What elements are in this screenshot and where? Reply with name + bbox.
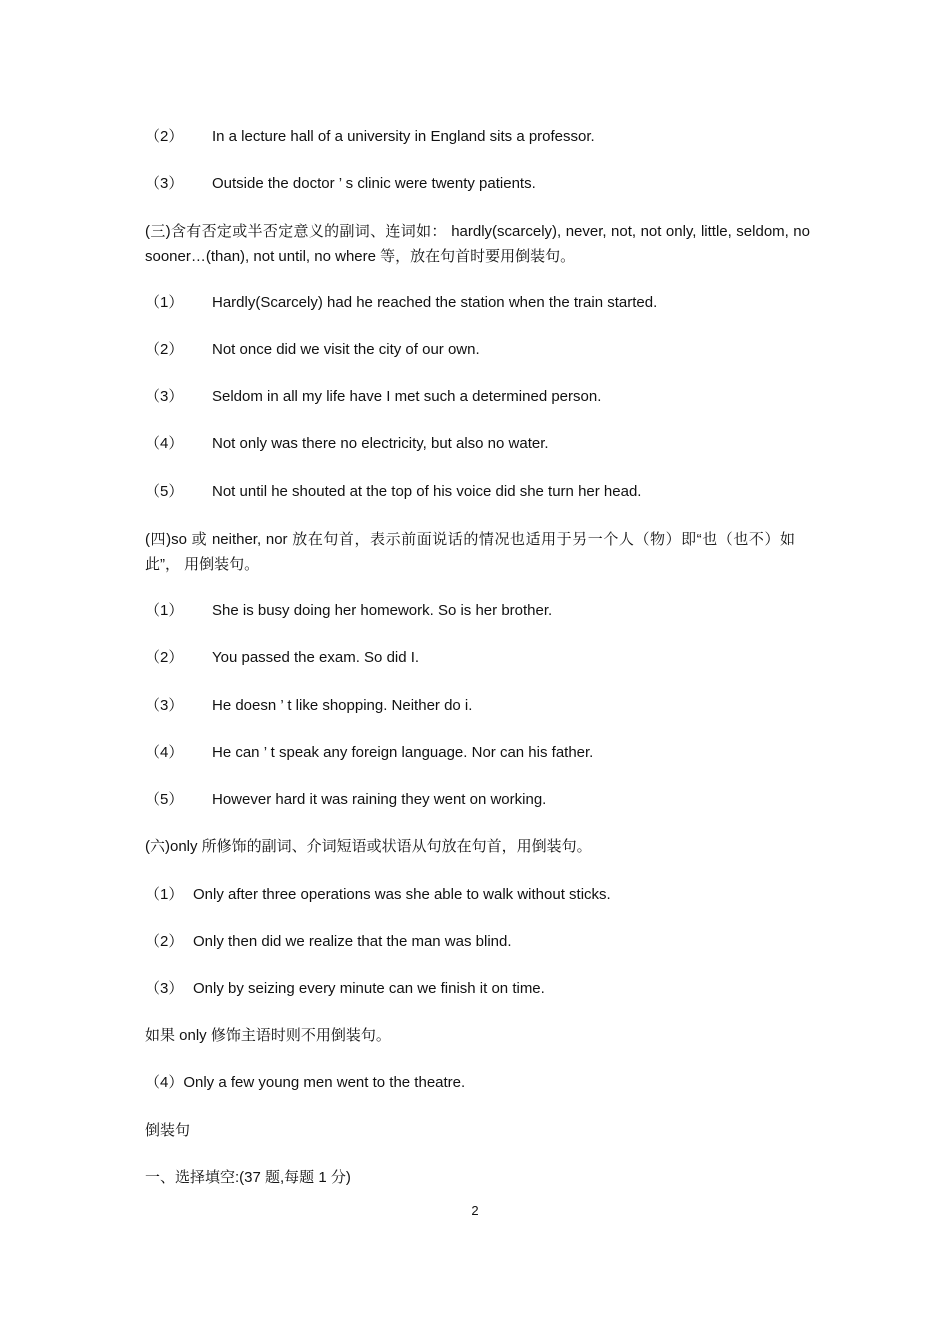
example-line bbox=[145, 601, 552, 621]
example-line bbox=[145, 340, 480, 360]
item-text: Outside the doctor ’ s clinic were twenty patients. bbox=[212, 175, 536, 192]
item-number: （1） bbox=[145, 602, 184, 619]
item-number: （2） bbox=[145, 128, 184, 145]
item-text: Seldom in all my life have I met such a determined person. bbox=[212, 388, 602, 405]
item-text: Only then did we realize that the man was blind. bbox=[193, 933, 512, 950]
example-line bbox=[145, 790, 546, 810]
item-number: （5） bbox=[145, 791, 184, 808]
exercise-heading: 一、选择填空:(37 题,每题 1 分) bbox=[145, 1169, 351, 1186]
example-line bbox=[145, 434, 549, 454]
item-number: （3） bbox=[145, 980, 184, 997]
example-line bbox=[145, 293, 657, 313]
item-text: He doesn ’ t like shopping. Neither do i. bbox=[212, 697, 473, 714]
item-text: Not only was there no electricity, but also no water. bbox=[212, 435, 549, 452]
example-line bbox=[145, 387, 601, 407]
section-title: 倒装句 bbox=[145, 1122, 191, 1139]
item-number: （5） bbox=[145, 483, 184, 500]
example-line bbox=[145, 885, 611, 905]
item-text: Only by seizing every minute can we finish it on time. bbox=[193, 980, 545, 997]
item-number: （1） bbox=[145, 294, 184, 311]
example-line bbox=[145, 696, 472, 716]
item-text: Hardly(Scarcely) had he reached the station when the train started. bbox=[212, 294, 658, 311]
item-number: （4） bbox=[145, 435, 184, 452]
section-3-heading: (三)含有否定或半否定意义的副词、连词如： hardly(scarcely), never, not, not only, little, seldom, no sooner…(than), not until, no where 等，放在句首时要用倒装句。 bbox=[145, 223, 810, 265]
item-number: （2） bbox=[145, 649, 184, 666]
item-text: Not once did we visit the city of our own. bbox=[212, 341, 480, 358]
page-number: 2 bbox=[471, 1203, 479, 1218]
item-number: （1） bbox=[145, 886, 184, 903]
item-number: （2） bbox=[145, 341, 184, 358]
item-number: （3） bbox=[145, 388, 184, 405]
section-6-heading: (六)only 所修饰的副词、介词短语或状语从句放在句首，用倒装句。 bbox=[145, 838, 592, 855]
example-line bbox=[145, 174, 536, 194]
item-text: However hard it was raining they went on working. bbox=[212, 791, 547, 808]
item-number: （3） bbox=[145, 175, 184, 192]
item-number: （2） bbox=[145, 933, 184, 950]
item-number: （4） bbox=[145, 744, 184, 761]
item-text: Not until he shouted at the top of his voice did she turn her head. bbox=[212, 483, 642, 500]
example-line bbox=[145, 932, 512, 952]
example-line bbox=[145, 743, 593, 763]
example-line bbox=[145, 127, 595, 147]
section-4-heading: (四)so 或 neither, nor 放在句首，表示前面说话的情况也适用于另一个人（物）即“也（也不）如此”， 用倒装句。 bbox=[145, 531, 795, 573]
item-text: In a lecture hall of a university in England sits a professor. bbox=[212, 128, 595, 145]
item-text: She is busy doing her homework. So is her brother. bbox=[212, 602, 553, 619]
only-subject-note: 如果 only 修饰主语时则不用倒装句。 bbox=[145, 1027, 391, 1044]
example-line bbox=[145, 648, 419, 668]
example-line: （4）Only a few young men went to the theatre. bbox=[145, 1074, 466, 1091]
example-line bbox=[145, 482, 641, 502]
item-text: You passed the exam. So did I. bbox=[212, 649, 420, 666]
item-number: （3） bbox=[145, 697, 184, 714]
item-text: He can ’ t speak any foreign language. Nor can his father. bbox=[212, 744, 594, 761]
item-text: Only after three operations was she able to walk without sticks. bbox=[193, 886, 611, 903]
example-line bbox=[145, 979, 545, 999]
